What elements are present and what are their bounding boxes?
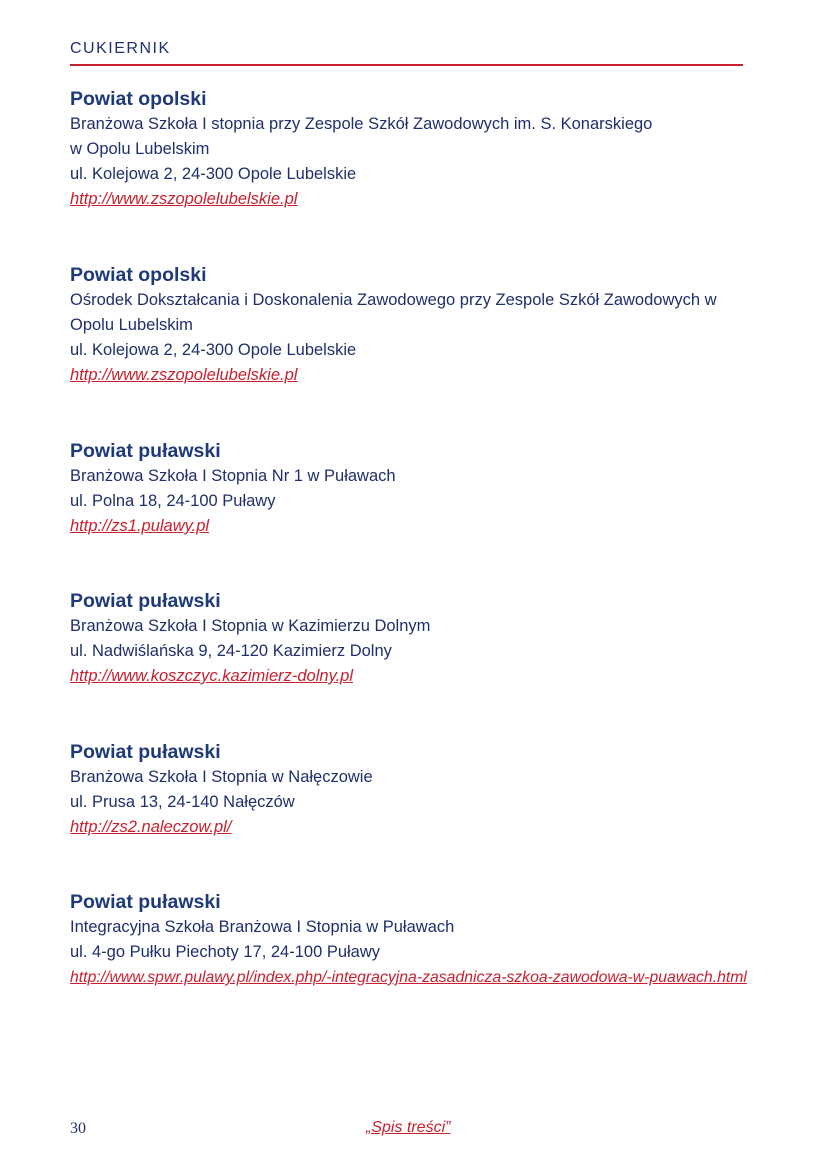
region-heading: Powiat opolski: [70, 264, 207, 286]
school-entry: [70, 588, 750, 689]
school-entry: [70, 86, 750, 212]
school-address: ul. Polna 18, 24-100 Puławy: [70, 492, 276, 510]
school-entry: [70, 262, 750, 388]
region-heading: Powiat puławski: [70, 440, 221, 462]
page-number: 30: [70, 1120, 86, 1137]
school-address: ul. Kolejowa 2, 24-300 Opole Lubelskie: [70, 341, 357, 359]
section-title: CUKIERNIK: [70, 40, 171, 57]
school-address: ul. Kolejowa 2, 24-300 Opole Lubelskie: [70, 165, 357, 183]
school-name: Integracyjna Szkoła Branżowa I Stopnia w Puławach: [70, 918, 455, 936]
school-name: Ośrodek Dokształcania i Doskonalenia Zawodowego przy Zespole Szkół Zawodowych w: [70, 291, 717, 309]
school-name: Opolu Lubelskim: [70, 316, 193, 334]
school-address: ul. Prusa 13, 24-140 Nałęczów: [70, 793, 295, 811]
school-website-link[interactable]: http://www.zszopolelubelskie.pl: [70, 366, 298, 384]
school-website-link[interactable]: http://zs2.naleczow.pl/: [70, 818, 232, 836]
school-name: Branżowa Szkoła I Stopnia Nr 1 w Puławach: [70, 467, 396, 485]
table-of-contents-link[interactable]: „Spis treści”: [366, 1119, 451, 1136]
school-entry: [70, 438, 750, 539]
school-entry: [70, 739, 750, 840]
region-heading: Powiat puławski: [70, 590, 221, 612]
school-address: ul. 4-go Pułku Piechoty 17, 24-100 Puławy: [70, 943, 381, 961]
school-address: ul. Nadwiślańska 9, 24-120 Kazimierz Dolny: [70, 642, 392, 660]
region-heading: Powiat puławski: [70, 891, 221, 913]
region-heading: Powiat opolski: [70, 88, 207, 110]
school-name: Branżowa Szkoła I stopnia przy Zespole Szkół Zawodowych im. S. Konarskiego: [70, 115, 653, 133]
school-website-link[interactable]: http://www.zszopolelubelskie.pl: [70, 190, 298, 208]
school-website-link[interactable]: http://www.koszczyc.kazimierz-dolny.pl: [70, 667, 354, 685]
school-website-link[interactable]: http://zs1.pulawy.pl: [70, 517, 210, 535]
school-name: Branżowa Szkoła I Stopnia w Nałęczowie: [70, 768, 373, 786]
school-name: Branżowa Szkoła I Stopnia w Kazimierzu Dolnym: [70, 617, 431, 635]
header-divider: [70, 64, 743, 66]
page-header: [70, 38, 743, 66]
school-entry: [70, 889, 750, 990]
region-heading: Powiat puławski: [70, 741, 221, 763]
school-name: w Opolu Lubelskim: [70, 140, 210, 158]
school-website-link[interactable]: http://www.spwr.pulawy.pl/index.php/-integracyjna-zasadnicza-szkoa-zawodowa-w-puawach.html: [70, 969, 747, 986]
